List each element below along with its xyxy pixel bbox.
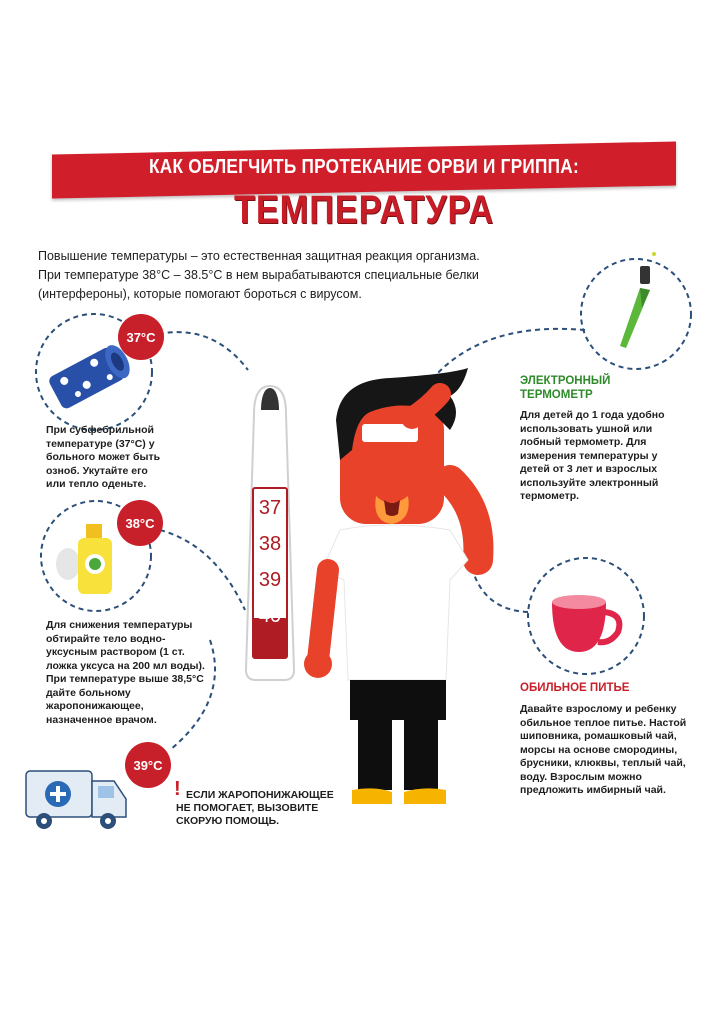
scale-mark: 37 — [258, 497, 282, 519]
intro-line: (интерфероны), которые помогают бороться с вирусом. — [38, 287, 362, 301]
text-line: назначенное врачом. — [46, 713, 157, 726]
alert-mark: ! — [174, 778, 181, 800]
text-line: или тепло оденьте. — [46, 478, 147, 490]
banner-subtitle: КАК ОБЛЕГЧИТЬ ПРОТЕКАНИЕ ОРВИ И ГРИППА: — [149, 156, 579, 178]
sick-person-figure — [300, 360, 520, 810]
text-line: обтирайте тело водно- — [46, 632, 166, 645]
badge-37: 37°С — [118, 314, 164, 360]
intro-line: При температуре 38°С – 38.5°С в нем вырабатываются специальные белки — [38, 268, 479, 282]
text-line: При субфебрильной — [46, 424, 154, 436]
text-line: термометр. — [520, 490, 580, 502]
thermometer-card-text — [520, 409, 700, 504]
text-line: предложить имбирный чай. — [520, 784, 666, 796]
text-line: больного может быть — [46, 451, 161, 463]
text-line: жаропонижающее, — [46, 700, 144, 712]
scale-mark: 39 — [258, 569, 282, 591]
text-line: шиповника, ромашковый чай, — [520, 730, 677, 742]
title-line: ТЕРМОМЕТР — [520, 389, 593, 401]
vinegar-bottle-icon — [54, 518, 124, 598]
title-line: ЭЛЕКТРОННЫЙ — [520, 375, 611, 387]
thermometer-scale — [253, 497, 287, 641]
text-line: Для детей до 1 года удобно — [520, 409, 665, 421]
drink-card-title: ОБИЛЬНОЕ ПИТЬЕ — [520, 682, 630, 694]
electronic-thermometer-icon — [600, 248, 680, 358]
text-line: обильное теплое питье. Настой — [520, 716, 687, 729]
scale-mark: 38 — [258, 533, 282, 555]
intro-line: Повышение температуры – это естественная защитная реакция организма. — [38, 249, 480, 263]
thermometer-card-title — [520, 374, 610, 402]
text-line: брусники, клюквы, теплый чай, — [520, 757, 686, 769]
step-38-text — [46, 619, 226, 727]
badge-38: 38°С — [117, 500, 163, 546]
badge-39: 39°С — [125, 742, 171, 788]
cup-icon — [548, 586, 630, 662]
blanket-icon — [46, 336, 136, 420]
text-line: При температуре выше 38,5°С — [46, 673, 204, 685]
text-line: измерения температуры у — [520, 449, 658, 462]
text-line: воду. Взрослым можно — [520, 770, 642, 783]
connector-38 — [160, 530, 245, 610]
text-line: дайте больному — [46, 686, 131, 699]
text-line: ЕСЛИ ЖАРОПОНИЖАЮЩЕЕ — [186, 789, 334, 801]
text-line: детей от 3 лет и взрослых — [520, 463, 658, 475]
text-line: Для снижения температуры — [46, 619, 193, 631]
drink-card-text — [520, 703, 710, 798]
text-line: лобный термометр. Для — [520, 436, 647, 448]
text-line: использовать ушной или — [520, 422, 653, 435]
text-line: ложка уксуса на 200 мл воды). — [46, 659, 205, 672]
text-line: уксусным раствором (1 ст. — [46, 646, 185, 658]
text-line: озноб. Укутайте его — [46, 464, 148, 477]
text-line: используйте электронный — [520, 476, 659, 489]
page-title: ТЕМПЕРАТУРА — [234, 188, 494, 232]
connector-37 — [150, 332, 248, 370]
text-line: Давайте взрослому и ребенку — [520, 703, 677, 715]
text-line: морсы на основе смородины, — [520, 743, 678, 756]
text-line: температуре (37°С) у — [46, 437, 155, 450]
text-line: СКОРУЮ ПОМОЩЬ. — [176, 815, 280, 827]
step-37-text — [46, 424, 186, 492]
scale-mark: 40 — [258, 605, 282, 627]
ambulance-icon — [22, 765, 132, 833]
text-line: НЕ ПОМОГАЕТ, ВЫЗОВИТЕ — [176, 802, 319, 814]
